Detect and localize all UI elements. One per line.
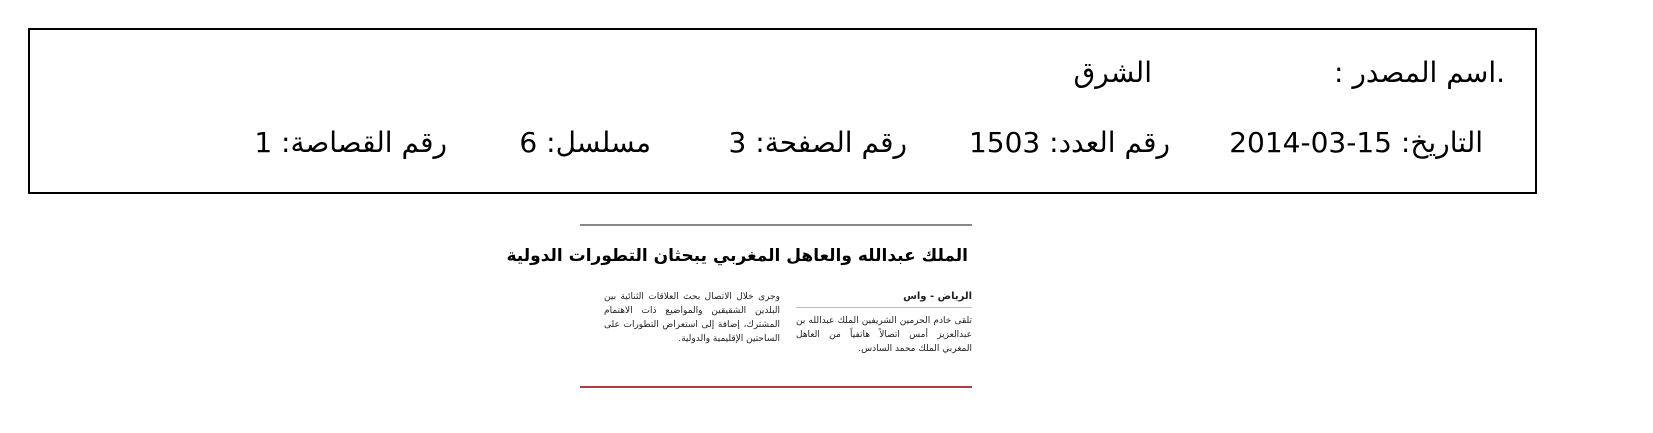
- page-number-field: رقم الصفحة: 3: [728, 126, 907, 159]
- newspaper-clipping: [506, 224, 972, 392]
- clipping-byline: الرياض - واس: [796, 290, 972, 308]
- serial-number-field: مسلسل: 6: [519, 126, 651, 159]
- clipping-headline: الملك عبدالله والعاهل المغربي يبحثان التطورات الدولية: [506, 246, 968, 266]
- clipping-bottom-rule: [580, 386, 972, 388]
- source-label: .اسم المصدر :: [1333, 56, 1505, 89]
- clipping-top-rule: [580, 224, 972, 226]
- source-value: الشرق: [1073, 56, 1152, 89]
- clipping-column-left-text: وجرى خلال الاتصال بحث العلاقات الثنائية بين البلدين الشقيقين والمواضيع ذات الاهتمام المشترك، إضافة إلى استعراض التطورات على الساحتين الإقليمية والدولية.: [604, 292, 780, 344]
- clipping-columns: [580, 290, 972, 376]
- date-field: التاريخ: 15-03-2014: [1229, 126, 1483, 159]
- clip-number-field: رقم القصاصة: 1: [254, 126, 447, 159]
- clipping-column-right-text: تلقى خادم الحرمين الشريفين الملك عبدالله بن عبدالعزيز أمس اتصالاً هاتفياً من العاهل المغربي الملك محمد السادس.: [796, 316, 972, 354]
- issue-number-field: رقم العدد: 1503: [968, 126, 1170, 159]
- metadata-box: [28, 28, 1537, 194]
- clipping-column-right: [796, 290, 972, 376]
- clipping-column-left: [604, 290, 780, 376]
